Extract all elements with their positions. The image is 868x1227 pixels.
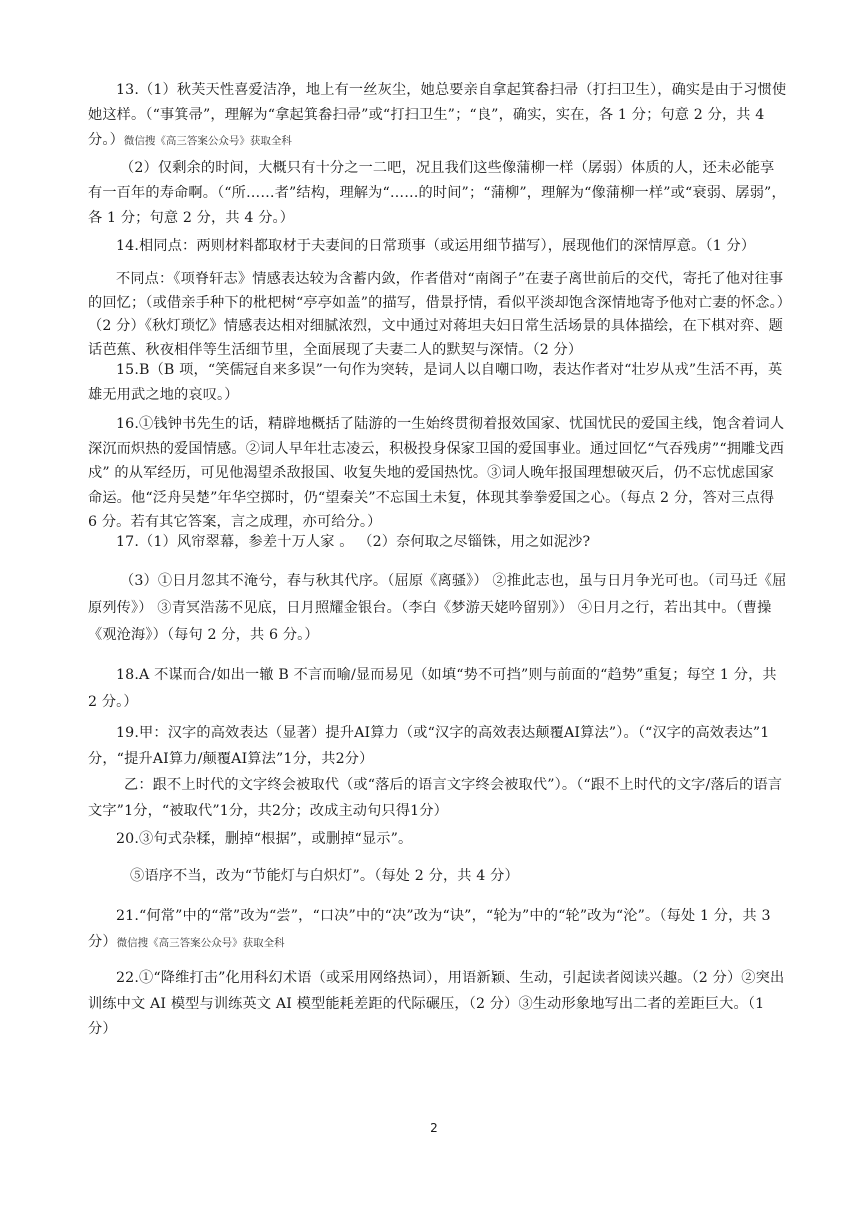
- q19-yi: 乙：跟不上时代的文字终会被取代（或“落后的语言文字终会被取代”）。（“跟不上时代的文字/落后的语言文字”1分，“被取代”1分，共2分；改成主动句只得1分）: [88, 777, 783, 819]
- q21-watermark-note: 微信搜《高三答案公众号》获取全科: [116, 937, 285, 949]
- page-number: 2: [430, 1121, 438, 1135]
- q15-answer: 15.B（B 项，“笑儒冠自来多误”一句作为突转，是词人以自嘲口吻，表达作者对“壮岁从戎”生活不再，英雄无用武之地的哀叹。）: [88, 362, 783, 403]
- q13-answer-2: （2）仅剩余的时间，大概只有十分之一二吧，况且我们这些像蒲柳一样（孱弱）体质的人，还未必能享有一百年的寿命啊。（“所……者”结构，理解为“……的时间”；“蒲柳”，理解为“像蒲柳一样”或“衰弱、孱弱”，各 1 分；句意 2 分，共 4 分。）: [88, 160, 786, 226]
- q21-answer: 21.“何常”中的“常”改为“尝”，“口决”中的“决”改为“诀”，“轮为”中的“轮”改为“沦”。（每处 1 分，共 3 分）微信搜《高三答案公众号》获取全科: [88, 908, 771, 950]
- q14-different-point: 不同点：《项脊轩志》情感表达较为含蓄内敛，作者借对“南阁子”在妻子离世前后的交代，寄托了他对往事的回忆；（或借亲手种下的枇杷树“亭亭如盖”的描写，借景抒情，看似平淡却饱含深情地寄予他对亡妻的怀念。）（2 分）《秋灯琐忆》情感表达相对细腻浓烈，文中通过对蒋坦夫妇日常生活场景的具体描绘，在下棋对弈、题话芭蕉、秋夜相伴等生活细节里，全面展现了夫妻二人的默契与深情。（2 分）: [88, 271, 785, 358]
- q20-answer-a: 20.③句式杂糅，删掉“根据”，或删掉“显示”。: [116, 831, 413, 847]
- q20-answer-b: ⑤语序不当，改为“节能灯与白炽灯”。（每处 2 分，共 4 分）: [130, 868, 519, 884]
- q16-answer: 16.①钱钟书先生的话，精辟地概括了陆游的一生始终贯彻着报效国家、忧国忧民的爱国主线，饱含着词人深沉而炽热的爱国情感。②词人早年壮志凌云，积极投身保家卫国的爱国事业。通过回忆“气吞残虏”“拥雕戈西戍” 的从军经历，可见他渴望杀敌报国、收复失地的爱国热忱。③词人晚年报国理想破灭后，仍不忘忧虑国家命运。他“泛舟吴楚”年华空掷时，仍“望秦关”不忘国土未复，体现其拳拳爱国之心。（每点 2 分，答对三点得 6 分。若有其它答案，言之成理，亦可给分。）: [88, 416, 785, 530]
- q17-line-1: 17.（1）风帘翠幕，参差十万人家 。 （2）奈何取之尽锱铢，用之如泥沙?: [116, 534, 591, 550]
- q13-watermark-note: 微信搜《高三答案公众号》获取全科: [123, 135, 292, 147]
- q18-answer: 18.A 不谋而合/如出一辙 B 不言而喻/显而易见（如填“势不可挡”则与前面的“趋势”重复；每空 1 分，共 2 分。）: [88, 667, 777, 710]
- q19-jia: 19.甲：汉字的高效表达（显著）提升AI算力（或“汉字的高效表达颠覆AI算法”）。（“汉字的高效表达”1分，“提升AI算力/颠覆AI算法”1分，共2分）: [88, 725, 770, 767]
- q17-line-2: （3）①日月忽其不淹兮，春与秋其代序。（屈原《离骚》） ②推此志也，虽与日月争光可也。（司马迁《屈原列传》） ③青冥浩荡不见底，日月照耀金银台。（李白《梦游天姥吟留别》） ④日月之行，若出其中。（曹操《观沧海》）（每句 2 分，共 6 分。）: [88, 573, 787, 643]
- q13-answer-1: 13.（1）秋芙天性喜爱洁净，地上有一丝灰尘，她总要亲自拿起箕畚扫帚（打扫卫生），确实是由于习惯使她这样。（“事箕帚”，理解为“拿起箕畚扫帚”或“打扫卫生”；“良”，确实，实在，各 1 分；句意 2 分，共 4 分。）微信搜《高三答案公众号》获取全科: [88, 82, 787, 148]
- q14-same-point: 14.相同点：两则材料都取材于夫妻间的日常琐事（或运用细节描写），展现他们的深情厚意。（1 分）: [116, 238, 756, 254]
- q22-answer: 22.①“降维打击”化用科幻术语（或采用网络热词），用语新颖、生动，引起读者阅读兴趣。（2 分）②突出训练中文 AI 模型与训练英文 AI 模型能耗差距的代际碾压，（2 分）③生动形象地写出二者的差距巨大。（1 分）: [88, 970, 785, 1037]
